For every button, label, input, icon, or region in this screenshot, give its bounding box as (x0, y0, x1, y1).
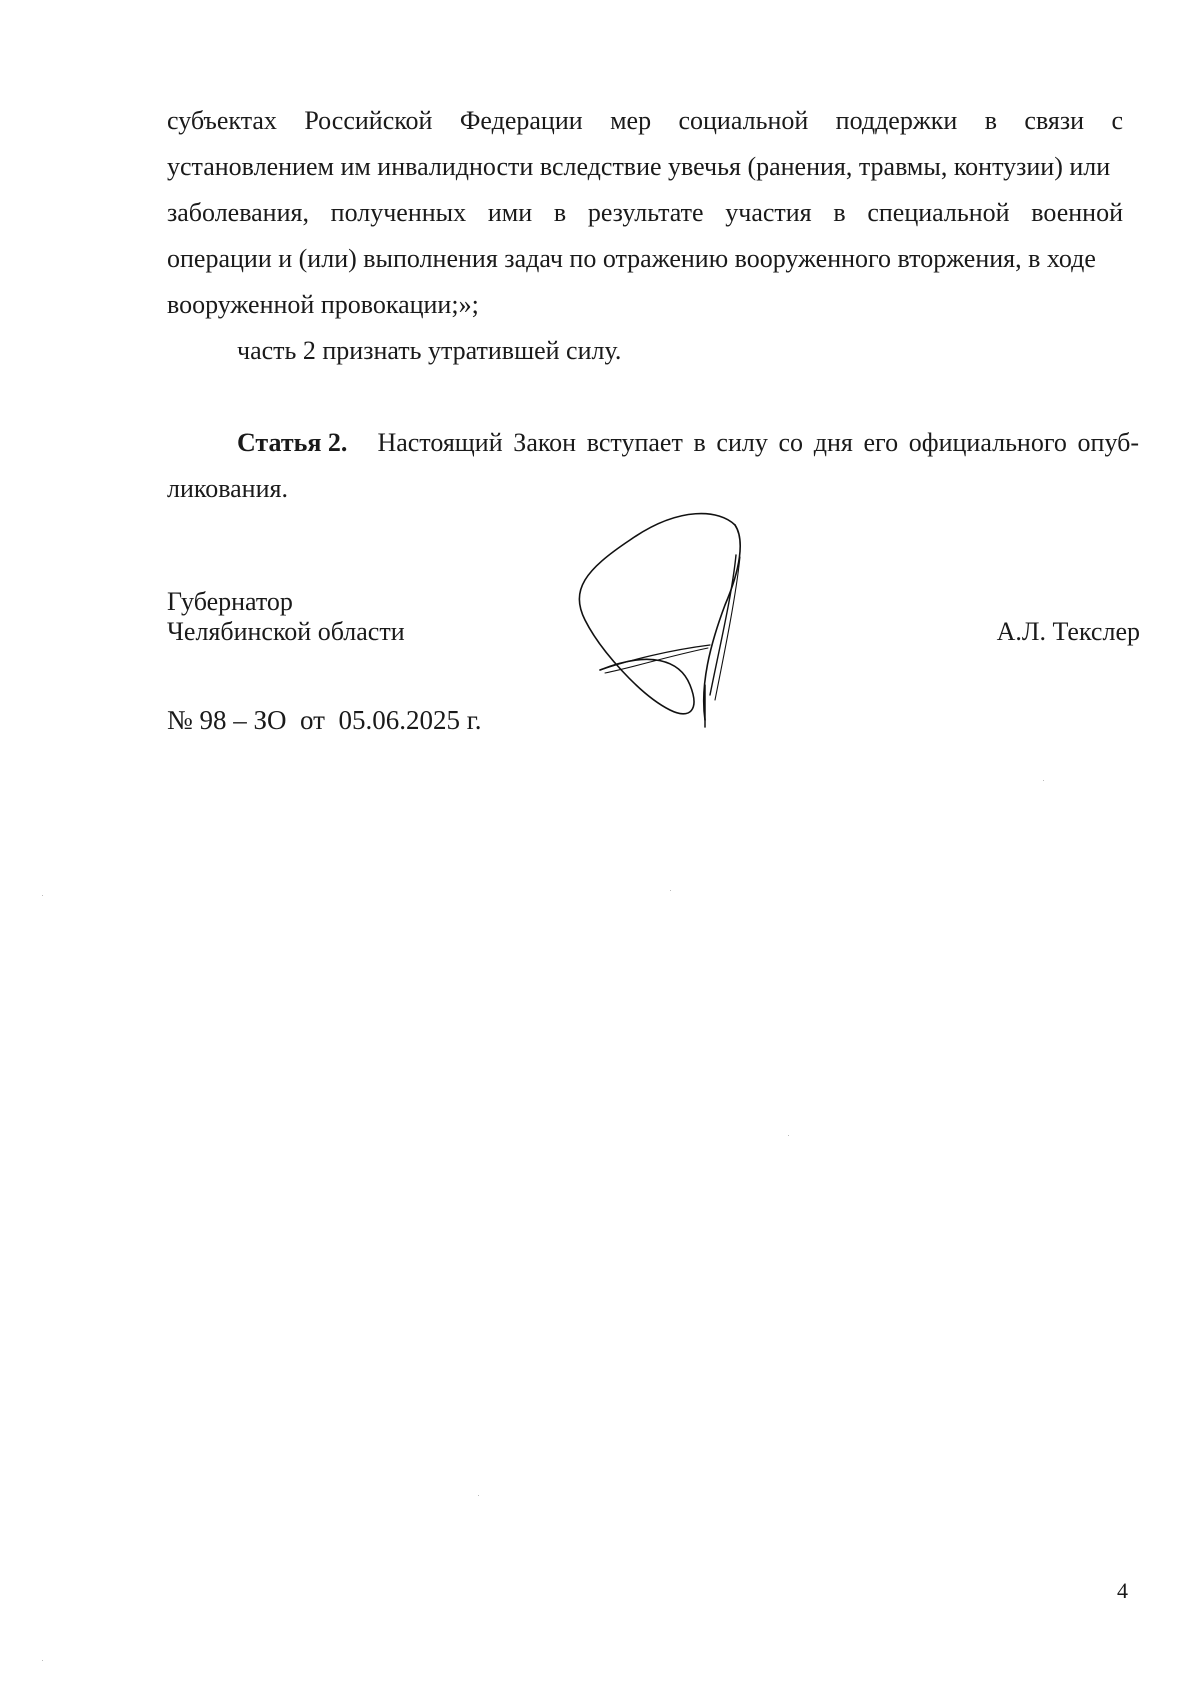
article-2-first-line (167, 420, 1139, 466)
signatory-position-line: Челябинской области (167, 617, 405, 646)
law-number-and-date: № 98 – ЗО от 05.06.2025 г. (167, 705, 482, 735)
article-text: Настоящий Закон вступает в силу со дня его официального опуб- (377, 428, 1139, 457)
scan-speck (1043, 780, 1044, 781)
signatory-name: А.Л. Текслер (996, 617, 1140, 646)
article-title: Статья 2. (237, 428, 348, 457)
paragraph-line: операции и (или) выполнения задач по отражению вооруженного вторжения, в ходе (167, 244, 1096, 273)
scan-speck (788, 1135, 789, 1136)
continued-paragraph (167, 98, 1123, 328)
paragraph-line: вооруженной провокации;»; (167, 290, 479, 319)
handwritten-signature (560, 495, 810, 745)
scan-speck (478, 1495, 479, 1496)
page-number: 4 (1117, 1578, 1128, 1603)
signatory-position-line: Губернатор (167, 587, 293, 616)
article-text-continued: ликования. (167, 474, 288, 503)
scan-speck (670, 890, 671, 891)
scan-speck (42, 1660, 43, 1661)
paragraph-line: заболевания, полученных ими в результате участия в специальной военной (167, 198, 1123, 227)
scan-speck (42, 895, 43, 896)
part2-paragraph: часть 2 признать утратившей силу. (237, 336, 622, 365)
paragraph-line: установлением им инвалидности вследствие увечья (ранения, травмы, контузии) или (167, 152, 1111, 181)
paragraph-line: субъектах Российской Федерации мер социальной поддержки в связи с (167, 106, 1123, 135)
signatory-position (167, 587, 405, 647)
